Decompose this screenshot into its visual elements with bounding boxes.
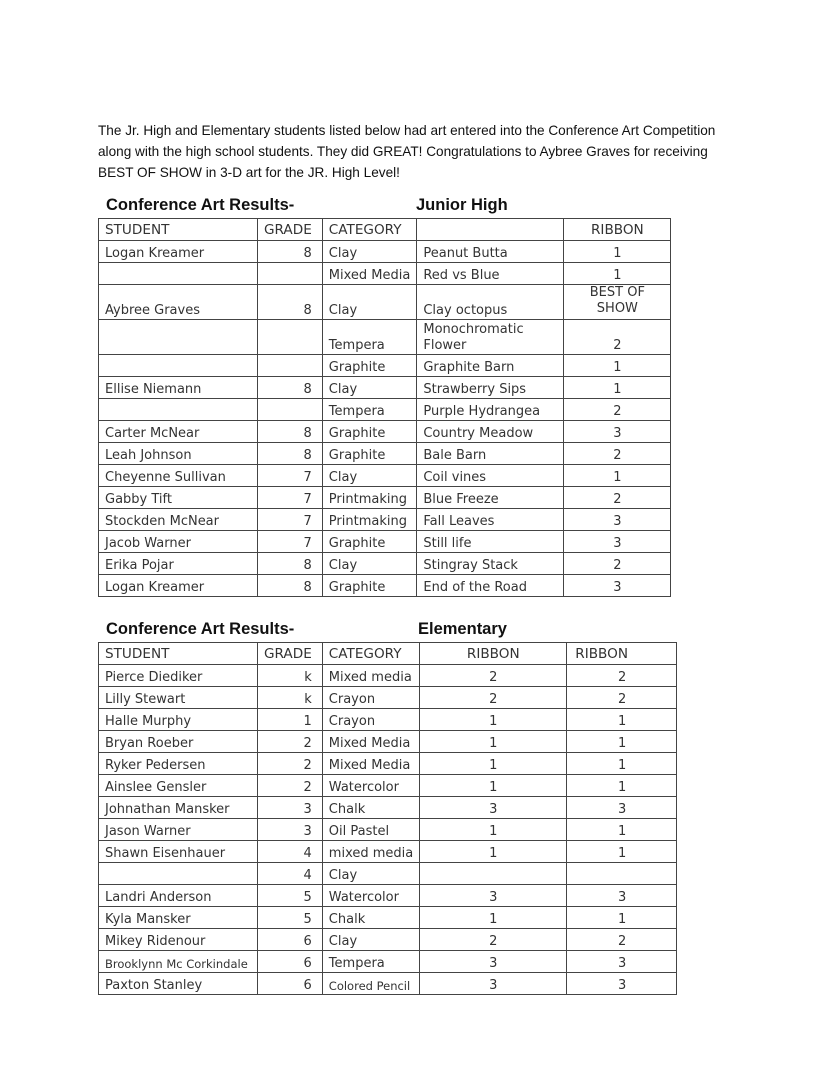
category-cell: Clay [322, 929, 419, 951]
title-cell: Peanut Butta [417, 241, 564, 263]
ribbon-cell: 2 [564, 399, 671, 421]
header-grade: GRADE [258, 219, 323, 241]
title-cell: Clay octopus [417, 285, 564, 320]
table-header-row [99, 219, 671, 241]
header-ribbon-2: RIBBON [567, 643, 677, 665]
header-category: CATEGORY [322, 643, 419, 665]
grade-cell: k [258, 665, 323, 687]
ribbon-cell-2: 2 [567, 929, 677, 951]
table-row [99, 885, 677, 907]
ribbon-cell-2: 1 [567, 775, 677, 797]
title-cell: End of the Road [417, 575, 564, 597]
ribbon-cell: 3 [564, 509, 671, 531]
title-cell: Bale Barn [417, 443, 564, 465]
table-row [99, 753, 677, 775]
table-row [99, 285, 671, 320]
student-cell: Shawn Eisenhauer [99, 841, 258, 863]
ribbon-cell: 1 [420, 753, 567, 775]
intro-paragraph: The Jr. High and Elementary students listed below had art entered into the Conference Art Competition along with the high school students. They did GREAT! Congratulations to Aybree Graves for receiving BEST OF SHOW in 3-D art for the JR. High Level! [98, 122, 716, 180]
table-row [99, 575, 671, 597]
ribbon-cell: 3 [420, 973, 567, 995]
category-cell: Printmaking [322, 487, 417, 509]
ribbon-cell-2 [567, 863, 677, 885]
grade-cell: 2 [258, 753, 323, 775]
ribbon-cell: BEST OF SHOW [564, 285, 671, 320]
header-student: STUDENT [99, 643, 258, 665]
student-cell: Carter McNear [99, 421, 258, 443]
student-cell: Erika Pojar [99, 553, 258, 575]
grade-cell: 7 [258, 509, 323, 531]
category-cell: Clay [322, 377, 417, 399]
student-cell: Stockden McNear [99, 509, 258, 531]
student-cell: Ellise Niemann [99, 377, 258, 399]
grade-cell: 7 [258, 531, 323, 553]
grade-cell: 4 [258, 863, 323, 885]
header-category: CATEGORY [322, 219, 417, 241]
ribbon-cell [420, 863, 567, 885]
title-cell: Stingray Stack [417, 553, 564, 575]
grade-cell: 5 [258, 885, 323, 907]
junior-high-table [98, 218, 671, 597]
table-row [99, 709, 677, 731]
ribbon-cell: 2 [420, 929, 567, 951]
grade-cell: 8 [258, 421, 323, 443]
ribbon-cell: 3 [420, 951, 567, 973]
table-row [99, 487, 671, 509]
table-row [99, 241, 671, 263]
student-cell: Paxton Stanley [99, 973, 258, 995]
table-row [99, 665, 677, 687]
student-cell: Landri Anderson [99, 885, 258, 907]
category-cell: Clay [322, 863, 419, 885]
grade-cell: 8 [258, 377, 323, 399]
category-cell: Clay [322, 285, 417, 320]
title-cell: Purple Hydrangea [417, 399, 564, 421]
title-cell: Country Meadow [417, 421, 564, 443]
table-row [99, 951, 677, 973]
table-row [99, 355, 671, 377]
student-cell: Jason Warner [99, 819, 258, 841]
ribbon-cell: 1 [564, 241, 671, 263]
grade-cell: 7 [258, 487, 323, 509]
category-cell: Graphite [322, 531, 417, 553]
category-cell: Tempera [322, 951, 419, 973]
table-row [99, 399, 671, 421]
ribbon-cell: 3 [564, 575, 671, 597]
header-ribbon: RIBBON [564, 219, 671, 241]
ribbon-cell: 1 [564, 377, 671, 399]
header-grade: GRADE [258, 643, 323, 665]
ribbon-cell: 2 [564, 553, 671, 575]
grade-cell: 8 [258, 285, 323, 320]
grade-cell [258, 355, 323, 377]
student-cell: Ryker Pedersen [99, 753, 258, 775]
category-cell: Graphite [322, 421, 417, 443]
ribbon-cell: 3 [420, 885, 567, 907]
header-title [417, 219, 564, 241]
table-row [99, 841, 677, 863]
grade-cell: 3 [258, 797, 323, 819]
title-cell: Strawberry Sips [417, 377, 564, 399]
table-row [99, 907, 677, 929]
table-row [99, 531, 671, 553]
table-row [99, 509, 671, 531]
student-cell: Kyla Mansker [99, 907, 258, 929]
category-cell: Graphite [322, 575, 417, 597]
table-row [99, 320, 671, 355]
category-cell: Clay [322, 553, 417, 575]
ribbon-cell: 1 [420, 907, 567, 929]
ribbon-cell: 1 [420, 709, 567, 731]
ribbon-cell: 2 [564, 320, 671, 355]
category-cell: Graphite [322, 355, 417, 377]
table-row [99, 263, 671, 285]
category-cell: Mixed media [322, 665, 419, 687]
student-cell [99, 399, 258, 421]
category-cell: Graphite [322, 443, 417, 465]
junior-high-title-left: Conference Art Results- [106, 196, 295, 214]
table-row [99, 465, 671, 487]
student-cell: Ainslee Gensler [99, 775, 258, 797]
ribbon-cell: 1 [420, 819, 567, 841]
ribbon-cell: 3 [564, 421, 671, 443]
grade-cell: 6 [258, 951, 323, 973]
category-cell: Watercolor [322, 775, 419, 797]
student-cell: Aybree Graves [99, 285, 258, 320]
category-cell: Watercolor [322, 885, 419, 907]
category-cell: Mixed Media [322, 263, 417, 285]
ribbon-cell: 2 [420, 687, 567, 709]
table-row [99, 377, 671, 399]
ribbon-cell: 1 [420, 775, 567, 797]
student-cell [99, 263, 258, 285]
grade-cell [258, 399, 323, 421]
table-row [99, 929, 677, 951]
student-cell: Logan Kreamer [99, 575, 258, 597]
category-cell: Tempera [322, 399, 417, 421]
ribbon-cell-2: 2 [567, 665, 677, 687]
title-cell: Fall Leaves [417, 509, 564, 531]
category-cell: Clay [322, 241, 417, 263]
table-row [99, 797, 677, 819]
ribbon-cell-2: 1 [567, 709, 677, 731]
ribbon-cell: 2 [564, 487, 671, 509]
category-cell: Mixed Media [322, 731, 419, 753]
category-cell: Crayon [322, 687, 419, 709]
student-cell: Halle Murphy [99, 709, 258, 731]
student-cell: Lilly Stewart [99, 687, 258, 709]
table-row [99, 731, 677, 753]
student-cell: Pierce Diediker [99, 665, 258, 687]
table-row [99, 443, 671, 465]
student-cell: Cheyenne Sullivan [99, 465, 258, 487]
ribbon-cell-2: 3 [567, 951, 677, 973]
grade-cell: 1 [258, 709, 323, 731]
grade-cell: 6 [258, 929, 323, 951]
ribbon-cell-2: 1 [567, 907, 677, 929]
grade-cell: 5 [258, 907, 323, 929]
grade-cell: 3 [258, 819, 323, 841]
ribbon-cell: 3 [564, 531, 671, 553]
header-student: STUDENT [99, 219, 258, 241]
ribbon-cell-2: 1 [567, 753, 677, 775]
grade-cell [258, 320, 323, 355]
table-row [99, 687, 677, 709]
student-cell [99, 863, 258, 885]
student-cell: Brooklynn Mc Corkindale [99, 951, 258, 973]
ribbon-cell: 1 [564, 355, 671, 377]
category-cell: Colored Pencil [322, 973, 419, 995]
student-cell: Jacob Warner [99, 531, 258, 553]
category-cell: Chalk [322, 797, 419, 819]
category-cell: Mixed Media [322, 753, 419, 775]
ribbon-cell-2: 1 [567, 841, 677, 863]
category-cell: Crayon [322, 709, 419, 731]
table-row [99, 553, 671, 575]
category-cell: Chalk [322, 907, 419, 929]
student-cell: Bryan Roeber [99, 731, 258, 753]
student-cell [99, 320, 258, 355]
elementary-title-right: Elementary [418, 620, 507, 638]
title-cell: Coil vines [417, 465, 564, 487]
ribbon-cell-2: 2 [567, 687, 677, 709]
title-cell: Monochromatic Flower [417, 320, 564, 355]
ribbon-cell: 2 [564, 443, 671, 465]
title-cell: Blue Freeze [417, 487, 564, 509]
ribbon-cell: 2 [420, 665, 567, 687]
student-cell [99, 355, 258, 377]
ribbon-cell: 1 [420, 731, 567, 753]
grade-cell: 2 [258, 775, 323, 797]
grade-cell: 8 [258, 241, 323, 263]
ribbon-cell: 1 [564, 263, 671, 285]
junior-high-title-right: Junior High [416, 196, 508, 214]
table-row [99, 421, 671, 443]
ribbon-cell-2: 3 [567, 885, 677, 907]
table-header-row [99, 643, 677, 665]
ribbon-cell-2: 3 [567, 973, 677, 995]
ribbon-cell-2: 1 [567, 819, 677, 841]
grade-cell: 2 [258, 731, 323, 753]
student-cell: Mikey Ridenour [99, 929, 258, 951]
ribbon-cell: 3 [420, 797, 567, 819]
grade-cell: 8 [258, 553, 323, 575]
grade-cell: k [258, 687, 323, 709]
ribbon-cell-2: 1 [567, 731, 677, 753]
title-cell: Still life [417, 531, 564, 553]
elementary-title-left: Conference Art Results- [106, 620, 295, 638]
table-row [99, 863, 677, 885]
grade-cell: 8 [258, 443, 323, 465]
category-cell: mixed media [322, 841, 419, 863]
student-cell: Johnathan Mansker [99, 797, 258, 819]
title-cell: Graphite Barn [417, 355, 564, 377]
grade-cell: 4 [258, 841, 323, 863]
grade-cell: 7 [258, 465, 323, 487]
category-cell: Oil Pastel [322, 819, 419, 841]
ribbon-cell: 1 [420, 841, 567, 863]
student-cell: Logan Kreamer [99, 241, 258, 263]
title-cell: Red vs Blue [417, 263, 564, 285]
ribbon-cell-2: 3 [567, 797, 677, 819]
table-row [99, 819, 677, 841]
table-row [99, 973, 677, 995]
grade-cell: 8 [258, 575, 323, 597]
grade-cell: 6 [258, 973, 323, 995]
elementary-table [98, 642, 677, 995]
table-row [99, 775, 677, 797]
ribbon-cell: 1 [564, 465, 671, 487]
category-cell: Clay [322, 465, 417, 487]
header-ribbon: RIBBON [420, 643, 567, 665]
student-cell: Leah Johnson [99, 443, 258, 465]
student-cell: Gabby Tift [99, 487, 258, 509]
category-cell: Printmaking [322, 509, 417, 531]
grade-cell [258, 263, 323, 285]
category-cell: Tempera [322, 320, 417, 355]
